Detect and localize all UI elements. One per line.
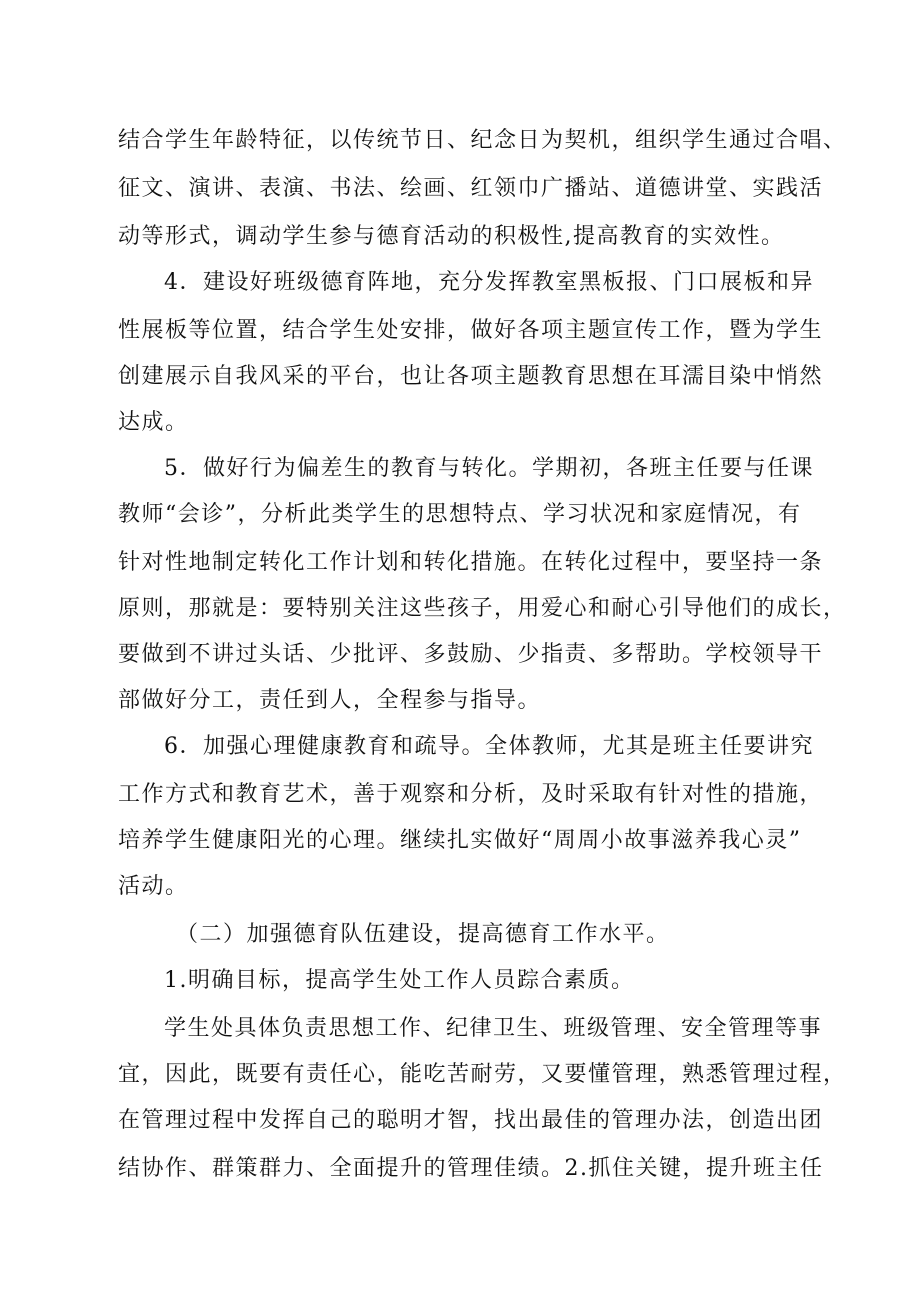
text-line: 针对性地制定转化工作计划和转化措施。在转化过程中，要坚持一条 bbox=[118, 550, 824, 575]
text-line: 在管理过程中发挥自己的聪明才智，找出最佳的管理办法，创造出团 bbox=[118, 1108, 824, 1133]
text-line: 创建展示自我风采的平台，也让各项主题教育思想在耳濡目染中悄然 bbox=[118, 364, 824, 389]
subheading: 1.明确目标，提高学生处工作人员踪合素质。 bbox=[164, 968, 635, 993]
text-line: 宜，因此，既要有责任心，能吃苦耐劳，又要懂管理，熟悉管理过程， bbox=[118, 1062, 847, 1087]
text-line: 教师“会诊”，分析此类学生的思想特点、学习状况和家庭情况，有 bbox=[118, 502, 802, 527]
text-line: 性展板等位置，结合学生处安排，做好各项主题宣传工作，暨为学生 bbox=[118, 318, 824, 343]
text-line: 征文、演讲、表演、书法、绘画、红领巾广播站、道德讲堂、实践活 bbox=[118, 176, 824, 201]
text-line: 5．做好行为偏差生的教育与转化。学期初，各班主任要与任课 bbox=[164, 456, 814, 481]
section-heading: （二）加强德育队伍建设，提高德育工作水平。 bbox=[176, 922, 670, 947]
text-line: 培养学生健康阳光的心理。继续扎实做好“周周小故事滋养我心灵” bbox=[118, 828, 802, 853]
text-line: 要做到不讲过头话、少批评、多鼓励、少指责、多帮助。学校领导干 bbox=[118, 642, 824, 667]
text-line: 工作方式和教育艺术，善于观察和分析，及时采取有针对性的措施， bbox=[118, 782, 824, 807]
text-line: 6．加强心理健康教育和疏导。全体教师，尤其是班主任要讲究 bbox=[164, 734, 814, 759]
text-line: 4．建设好班级德育阵地，充分发挥教室黑板报、门口展板和异 bbox=[164, 270, 814, 295]
text-line: 活动。 bbox=[118, 874, 189, 899]
text-line: 学生处具体负责思想工作、纪律卫生、班级管理、安全管理等事 bbox=[164, 1016, 823, 1041]
text-line: 达成。 bbox=[118, 410, 189, 435]
text-line: 原则，那就是：要特别关注这些孩子，用爱心和耐心引导他们的成长， bbox=[118, 596, 847, 621]
text-line: 动等形式，调动学生参与德育活动的积极性,提高教育的实效性。 bbox=[118, 224, 785, 249]
text-line: 结协作、群策群力、全面提升的管理佳绩。2.抓住关键，提升班主任 bbox=[118, 1156, 824, 1181]
text-line: 结合学生年龄特征，以传统节日、纪念日为契机，组织学生通过合唱、 bbox=[118, 128, 847, 153]
text-line: 部做好分工，责任到人，全程参与指导。 bbox=[118, 688, 542, 713]
